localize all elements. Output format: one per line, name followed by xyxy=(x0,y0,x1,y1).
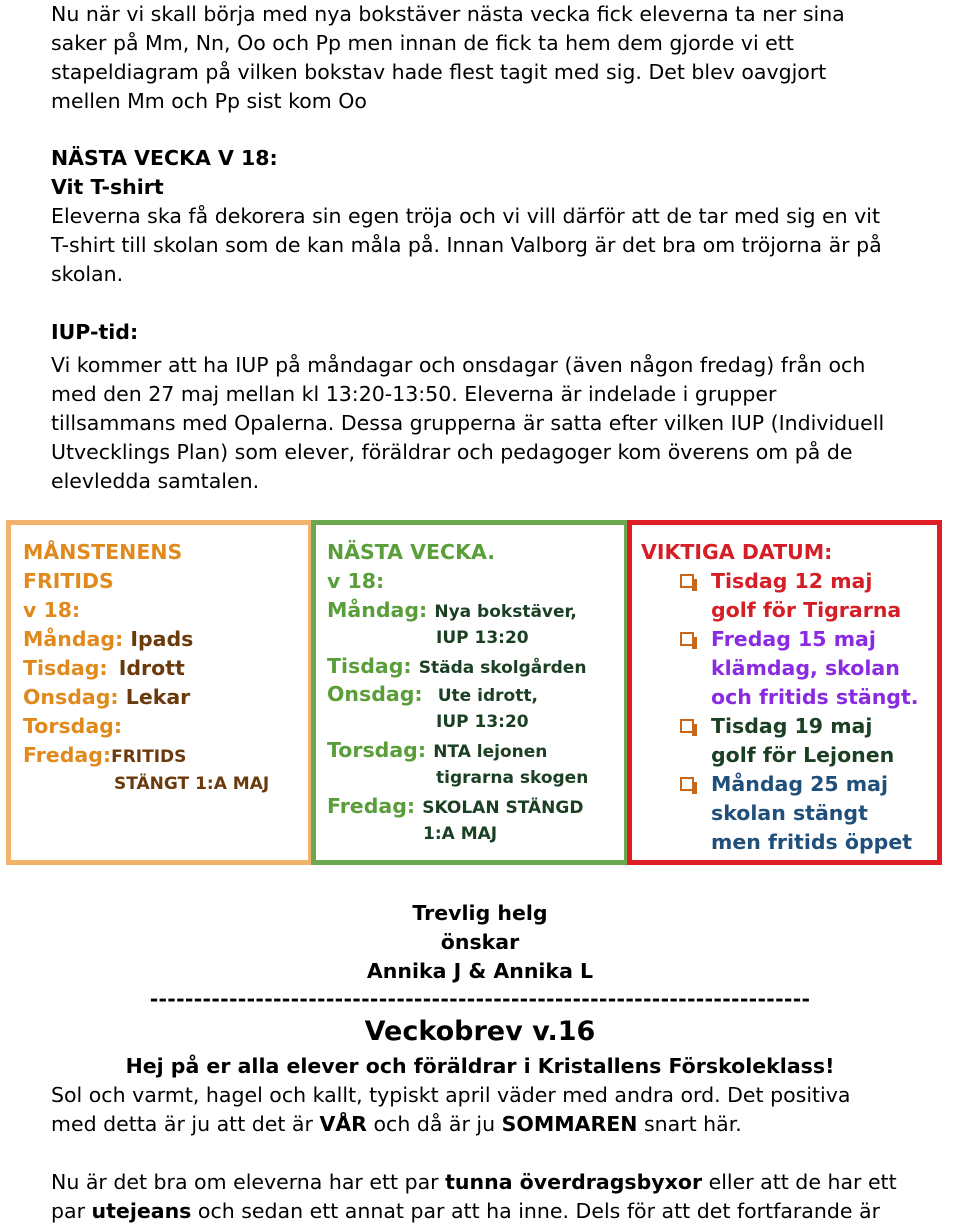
fritids-thursday: Torsdag: xyxy=(23,714,123,738)
text-run: och sedan ett annat par att ha inne. Dels för att det fortfarande är xyxy=(191,1199,880,1223)
next-week-line: Eleverna ska få dekorera sin egen tröja och vi vill därför att de tar med sig en vit xyxy=(51,204,881,228)
fritids-monday xyxy=(23,625,193,654)
fritids-box xyxy=(6,520,313,865)
intro-line: Nu när vi skall börja med nya bokstäver nästa vecka fick eleverna ta ner sina xyxy=(51,2,845,26)
fritids-tuesday xyxy=(23,654,185,683)
letter-greeting: Hej på er alla elever och föräldrar i Kristallens Förskoleklass! xyxy=(125,1054,835,1078)
day-value: Ipads xyxy=(130,627,194,651)
iup-line: med den 27 maj mellan kl 13:20-13:50. Eleverna är indelade i grupper xyxy=(51,382,777,406)
dates-title: VIKTIGA DATUM: xyxy=(641,540,833,564)
date-item-2: Fredag 15 maj xyxy=(711,627,876,651)
checkbox-bullet-icon xyxy=(680,719,694,733)
divider: --------------------------------------------------------------------------- xyxy=(149,987,811,1011)
next-week-line: skolan. xyxy=(51,262,124,286)
intro-line: saker på Mm, Nn, Oo och Pp men innan de fick ta hem dem gjorde vi ett xyxy=(51,31,794,55)
day-label: Måndag: xyxy=(327,598,428,622)
iup-line: elevledda samtalen. xyxy=(51,469,260,493)
day-label: Tisdag: xyxy=(23,656,108,680)
fritids-wednesday xyxy=(23,683,190,712)
school-wednesday xyxy=(327,680,538,711)
date-item-4-detail: men fritids öppet xyxy=(711,830,913,854)
school-tuesday xyxy=(327,652,586,683)
text-run: och då är ju xyxy=(366,1112,502,1136)
day-label: Måndag: xyxy=(23,627,124,651)
day-label: Torsdag: xyxy=(327,738,427,762)
day-value: SKOLAN STÄNGD xyxy=(422,798,584,818)
date-item-1-detail: golf för Tigrarna xyxy=(711,598,902,622)
date-item-4: Måndag 25 maj xyxy=(711,772,889,796)
text-run: med detta är ju att det är xyxy=(51,1112,320,1136)
text-run-bold: utejeans xyxy=(91,1199,192,1223)
intro-paragraph xyxy=(51,0,946,116)
checkbox-bullet-icon xyxy=(680,632,694,646)
letter-line xyxy=(51,1197,946,1226)
school-monday xyxy=(327,596,577,627)
letter-paragraph-2 xyxy=(51,1168,946,1226)
school-week-week: v 18: xyxy=(327,569,385,593)
iup-line: Utvecklings Plan) som elever, föräldrar och pedagoger kom överens om på de xyxy=(51,440,853,464)
fritids-friday-note: STÄNGT 1:A MAJ xyxy=(114,774,270,794)
signoff-line: Trevlig helg xyxy=(412,901,548,925)
day-value: Lekar xyxy=(125,685,191,709)
day-label: Fredag: xyxy=(327,794,416,818)
school-week-box xyxy=(311,520,629,865)
date-item-2-detail: klämdag, skolan xyxy=(711,656,900,680)
school-thursday-note: tigrarna skogen xyxy=(436,768,589,788)
school-thursday xyxy=(327,736,547,767)
iup-heading: IUP-tid: xyxy=(51,320,139,344)
intro-line: stapeldiagram på vilken bokstav hade flest tagit med sig. Det blev oavgjort xyxy=(51,60,827,84)
text-run: par xyxy=(51,1199,92,1223)
fritids-title: FRITIDS xyxy=(23,569,114,593)
fritids-friday xyxy=(23,741,186,772)
intro-line: mellen Mm och Pp sist kom Oo xyxy=(51,89,367,113)
day-value: Idrott xyxy=(118,656,185,680)
text-run: snart här. xyxy=(637,1112,742,1136)
day-label: Tisdag: xyxy=(327,654,412,678)
text-run: eller att de har ett xyxy=(702,1170,897,1194)
day-value: Ute idrott, xyxy=(437,686,538,706)
day-value: FRITIDS xyxy=(111,747,187,767)
iup-section xyxy=(51,318,946,496)
letter-paragraph-1 xyxy=(51,1081,946,1139)
letter-line xyxy=(51,1168,946,1197)
next-week-section xyxy=(51,144,946,289)
letter-line: Sol och varmt, hagel och kallt, typiskt april väder med andra ord. Det positiva xyxy=(51,1083,851,1107)
day-label: Onsdag: xyxy=(327,682,423,706)
text-run-bold: tunna överdragsbyxor xyxy=(445,1170,703,1194)
signoff-line: önskar xyxy=(440,930,520,954)
next-week-line: T-shirt till skolan som de kan måla på. Innan Valborg är det bra om tröjorna är på xyxy=(51,233,882,257)
text-run: Nu är det bra om eleverna har ett par xyxy=(51,1170,446,1194)
text-run-bold: VÅR xyxy=(319,1112,367,1136)
day-value: Städa skolgården xyxy=(418,658,587,678)
school-week-title: NÄSTA VECKA. xyxy=(327,540,496,564)
day-label: Fredag: xyxy=(23,743,112,767)
fritids-title: MÅNSTENENS xyxy=(23,540,183,564)
date-item-2-detail: och fritids stängt. xyxy=(711,685,919,709)
school-friday xyxy=(327,792,583,823)
date-item-1: Tisdag 12 maj xyxy=(711,569,873,593)
text-run-bold: SOMMAREN xyxy=(501,1112,638,1136)
fritids-week: v 18: xyxy=(23,598,81,622)
checkbox-bullet-icon xyxy=(680,777,694,791)
signoff-names: Annika J & Annika L xyxy=(366,959,594,983)
day-label: Onsdag: xyxy=(23,685,119,709)
date-item-3-detail: golf för Lejonen xyxy=(711,743,895,767)
day-value: Nya bokstäver, xyxy=(434,602,577,622)
letter-title: Veckobrev v.16 xyxy=(364,1016,596,1047)
next-week-subheading: Vit T-shirt xyxy=(51,175,164,199)
school-monday-iup: IUP 13:20 xyxy=(436,628,529,648)
date-item-4-detail: skolan stängt xyxy=(711,801,868,825)
letter-line xyxy=(51,1110,946,1139)
iup-line: Vi kommer att ha IUP på måndagar och onsdagar (även någon fredag) från och xyxy=(51,353,866,377)
school-wednesday-iup: IUP 13:20 xyxy=(436,712,529,732)
important-dates-box xyxy=(627,520,942,865)
date-item-3: Tisdag 19 maj xyxy=(711,714,873,738)
day-value: NTA lejonen xyxy=(433,742,548,762)
checkbox-bullet-icon xyxy=(680,574,694,588)
school-friday-note: 1:A MAJ xyxy=(423,824,498,844)
iup-line: tillsammans med Opalerna. Dessa grupperna är satta efter vilken IUP (Individuell xyxy=(51,411,885,435)
next-week-heading: NÄSTA VECKA V 18: xyxy=(51,146,278,170)
